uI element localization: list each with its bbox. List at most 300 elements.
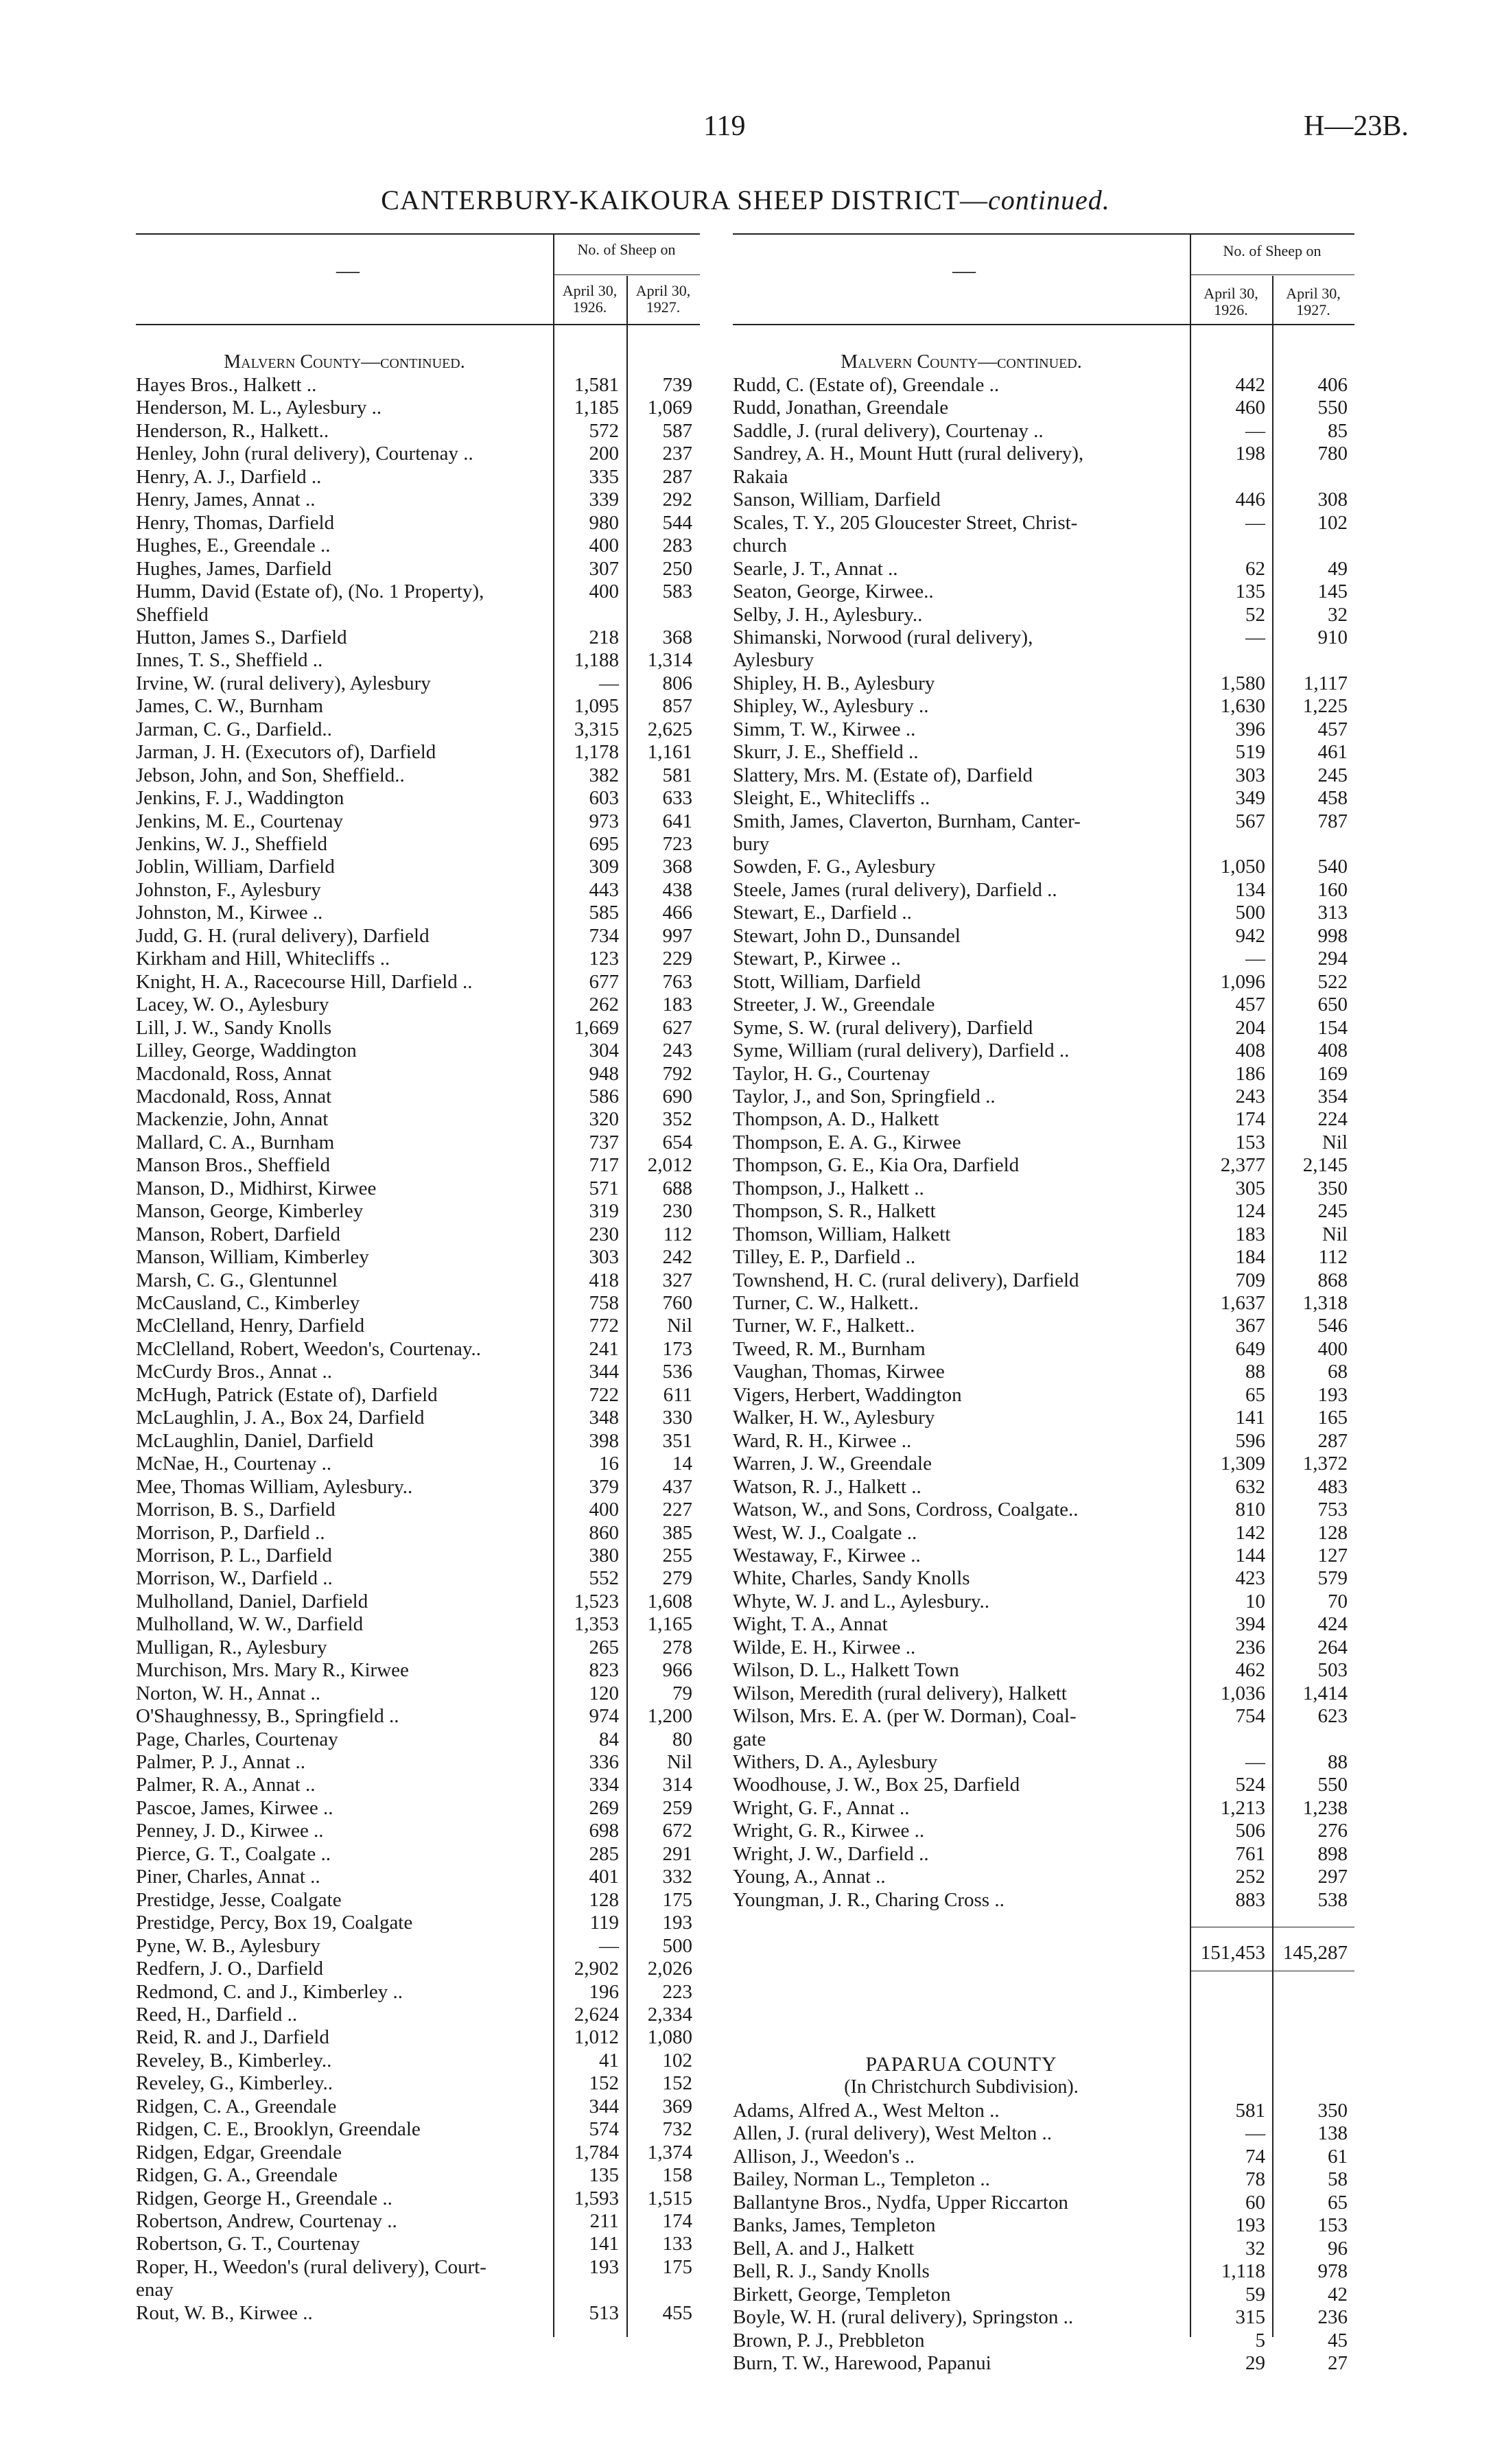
table-row: [136, 649, 700, 672]
sheep-1927: 536: [662, 1361, 692, 1383]
sheep-1927: 587: [662, 419, 692, 442]
sheep-1926: 243: [1235, 1085, 1265, 1107]
sheep-1926: 1,669: [574, 1016, 619, 1039]
sheep-1927: 154: [1317, 1016, 1348, 1039]
table-row: [136, 1682, 700, 1705]
table-row: [733, 420, 1354, 443]
sheep-1926: 134: [1235, 878, 1265, 901]
sheep-1926: 632: [1235, 1475, 1265, 1498]
sheep-1926: 1,784: [574, 2141, 619, 2163]
table-row: [733, 1728, 1354, 1751]
sheep-1926: 211: [589, 2210, 619, 2232]
sheep-1927: 581: [662, 764, 692, 786]
table-row: [136, 2210, 700, 2233]
sheep-1926: 60: [1245, 2191, 1265, 2214]
table-row: [136, 1086, 700, 1108]
sheep-1926: 29: [1245, 2351, 1265, 2374]
sheep-1927: Nil: [1322, 1131, 1348, 1153]
sheep-1927: 437: [662, 1475, 692, 1498]
sheep-1927: 283: [662, 535, 692, 557]
sheep-1926: 761: [1235, 1842, 1265, 1865]
sheep-1927: 672: [662, 1820, 692, 1842]
table-row: [136, 1591, 700, 1613]
holder-name: Walker, H. W., Aylesbury: [733, 1407, 935, 1429]
section2-title: PAPARUA COUNTY: [865, 2053, 1057, 2076]
holder-name: Ridgen, Edgar, Greendale: [136, 2141, 342, 2163]
table-row: [733, 489, 1354, 511]
sheep-1926: 74: [1245, 2145, 1265, 2168]
holder-name: Scales, T. Y., 205 Gloucester Street, Christ-: [733, 511, 1078, 534]
sheep-1926: 315: [1235, 2306, 1265, 2329]
header-col1-line1: April 30,: [1204, 285, 1258, 302]
holder-name: Stewart, P., Kirwee ..: [733, 948, 901, 970]
sheep-1927: 85: [1328, 419, 1348, 442]
holder-name: Wilson, Mrs. E. A. (per W. Dorman), Coal-: [733, 1705, 1077, 1728]
holder-name: Adams, Alfred A., West Melton ..: [733, 2100, 1000, 2122]
sheep-1927: 503: [1317, 1659, 1348, 1682]
holder-name: Mee, Thomas William, Aylesbury..: [136, 1475, 413, 1498]
sheep-1927: 688: [662, 1177, 692, 1199]
holder-name: Macdonald, Ross, Annat: [136, 1085, 332, 1107]
sheep-1927: Nil: [1322, 1223, 1348, 1245]
sheep-1927: 49: [1328, 557, 1348, 580]
table-row: [136, 2072, 700, 2095]
table-row: [733, 1430, 1354, 1453]
table-row: [733, 1338, 1354, 1361]
holder-name: Shipley, H. B., Aylesbury: [733, 672, 935, 694]
table-row: [136, 2164, 700, 2187]
holder-name: Wright, G. R., Kirwee ..: [733, 1820, 925, 1842]
holder-name: Manson, D., Midhirst, Kirwee: [136, 1177, 377, 1199]
holder-name: Lacey, W. O., Aylesbury: [136, 994, 329, 1016]
sheep-1926: 823: [589, 1659, 619, 1682]
holder-name: Roper, H., Weedon's (rural delivery), Court-: [136, 2255, 486, 2278]
table-row: [733, 833, 1354, 856]
holder-name: Turner, W. F., Halkett..: [733, 1315, 915, 1337]
sheep-1927: 997: [662, 924, 692, 947]
holder-name: Warren, J. W., Greendale: [733, 1453, 932, 1475]
sheep-1927: 127: [1317, 1544, 1348, 1567]
table-row: [136, 1476, 700, 1499]
table-row: [136, 1797, 700, 1820]
header-col2-line1: April 30,: [635, 282, 691, 299]
sheep-1926: 59: [1245, 2283, 1265, 2305]
sheep-1927: 158: [662, 2164, 692, 2187]
holder-name: Morrison, P. L., Darfield: [136, 1544, 332, 1567]
header-col2: [626, 283, 700, 316]
table-row: [136, 1292, 700, 1315]
holder-name: Henry, Thomas, Darfield: [136, 511, 335, 534]
sheep-1927: 654: [662, 1131, 692, 1153]
sheep-1927: 739: [662, 374, 692, 396]
table-row: [136, 1866, 700, 1888]
sheep-1927: 287: [662, 465, 692, 488]
sheep-1926: 367: [1235, 1315, 1265, 1337]
sheep-1927: 466: [662, 902, 692, 924]
table-row: [136, 1200, 700, 1223]
sheep-1926: 586: [589, 1085, 619, 1107]
table-row: [733, 1774, 1354, 1796]
sheep-1926: 269: [589, 1796, 619, 1819]
table-row: [733, 558, 1354, 580]
sheep-1927: 1,608: [647, 1590, 692, 1612]
table-row: [136, 2118, 700, 2141]
holder-name: Manson Bros., Sheffield: [136, 1154, 331, 1177]
holder-name: Syme, S. W. (rural delivery), Darfield: [733, 1016, 1033, 1039]
holder-name: Stewart, John D., Dunsandel: [733, 924, 961, 947]
holder-name: Bell, A. and J., Halkett: [733, 2237, 915, 2260]
sheep-1927: 538: [1317, 1888, 1348, 1911]
holder-name: Taylor, J., and Son, Springfield ..: [733, 1085, 996, 1107]
header-col1: [1190, 285, 1272, 318]
sheep-1927: 1,225: [1302, 695, 1348, 718]
table-row: [733, 1269, 1354, 1292]
table-row: [136, 604, 700, 626]
holder-name: Allison, J., Weedon's ..: [733, 2145, 915, 2168]
sheep-1926: 184: [1235, 1246, 1265, 1269]
sheep-1926: 513: [589, 2301, 619, 2324]
holder-name: Slattery, Mrs. M. (Estate of), Darfield: [733, 764, 1033, 786]
table-row: [733, 764, 1354, 787]
sheep-1926: 319: [589, 1200, 619, 1223]
sheep-1926: 65: [1245, 1383, 1265, 1406]
table-row: [733, 2284, 1354, 2306]
table-row: [136, 2302, 700, 2325]
holder-name: Sandrey, A. H., Mount Hutt (rural delivery),: [733, 443, 1084, 465]
sheep-1926: 1,178: [574, 741, 619, 764]
page-reference: H—23B.: [1304, 110, 1409, 142]
table-row: [733, 948, 1354, 970]
holder-name: Palmer, P. J., Annat ..: [136, 1751, 305, 1773]
table-row: [733, 879, 1354, 902]
table-row: [136, 1613, 700, 1636]
holder-name: Robertson, G. T., Courtenay: [136, 2233, 360, 2255]
table-row: [733, 1063, 1354, 1086]
holder-name: Burn, T. W., Harewood, Papanui: [733, 2351, 991, 2374]
table-row: [733, 535, 1354, 557]
holder-name: Watson, W., and Sons, Cordross, Coalgate..: [733, 1499, 1079, 1521]
sheep-1927: 313: [1317, 902, 1348, 924]
sheep-1926: 307: [589, 557, 619, 580]
sheep-1927: 287: [1317, 1429, 1348, 1452]
sheep-1926: 32: [1245, 2237, 1265, 2260]
sheep-1926: 506: [1235, 1820, 1265, 1842]
sheep-1926: 336: [589, 1751, 619, 1773]
table-row: [733, 1017, 1354, 1040]
table-row: [733, 1591, 1354, 1613]
table-row: [733, 1086, 1354, 1108]
sheep-1927: 461: [1317, 741, 1348, 764]
table-row: [136, 1499, 700, 1521]
sheep-1926: 734: [589, 924, 619, 947]
table-row: [136, 925, 700, 948]
sheep-1927: 458: [1317, 787, 1348, 810]
sheep-1926: 649: [1235, 1337, 1265, 1360]
sheep-1927: 175: [662, 2255, 692, 2278]
table-row: [733, 787, 1354, 810]
sheep-1927: 112: [663, 1223, 692, 1245]
holder-name: Smith, James, Claverton, Burnham, Canter-: [733, 810, 1081, 832]
holder-name: McNae, H., Courtenay ..: [136, 1453, 332, 1475]
sheep-1926: 304: [589, 1040, 619, 1062]
sheep-1927: 1,161: [647, 741, 692, 764]
holder-name: Shipley, W., Aylesbury ..: [733, 695, 929, 718]
sheep-1927: 138: [1317, 2122, 1348, 2145]
sheep-1927: 368: [662, 626, 692, 648]
sheep-1927: 550: [1317, 397, 1348, 419]
sheep-1926: 152: [589, 2072, 619, 2095]
holder-name: Thomson, William, Halkett: [733, 1223, 951, 1245]
table-row: [136, 695, 700, 718]
holder-name: Murchison, Mrs. Mary R., Kirwee: [136, 1659, 409, 1682]
table-row: [136, 948, 700, 970]
sheep-1926: 709: [1235, 1269, 1265, 1291]
table-row: [136, 787, 700, 810]
table-row: [136, 1935, 700, 1958]
sheep-1927: 611: [663, 1383, 692, 1406]
table-row: [136, 489, 700, 511]
header-bottom-rule: [733, 324, 1354, 325]
table-row: [733, 2100, 1354, 2122]
sheep-1927: 1,372: [1302, 1453, 1348, 1475]
table-row: [733, 1499, 1354, 1521]
table-row: [136, 1177, 700, 1200]
sheep-1926: 1,580: [1220, 672, 1265, 694]
sheep-1927: 245: [1317, 1200, 1348, 1223]
sheep-1927: 424: [1317, 1613, 1348, 1636]
holder-name: Vaughan, Thomas, Kirwee: [733, 1361, 945, 1383]
table-row: [733, 512, 1354, 535]
sheep-1926: 252: [1235, 1866, 1265, 1888]
sheep-1927: 1,117: [1303, 672, 1348, 694]
holder-name: Page, Charles, Courtenay: [136, 1728, 338, 1750]
sheep-1926: —: [599, 1934, 619, 1957]
sheep-1926: 758: [589, 1292, 619, 1314]
sheep-1927: 368: [662, 856, 692, 878]
table-row: [733, 1131, 1354, 1154]
sheep-1927: 787: [1317, 810, 1348, 832]
sheep-1926: 737: [589, 1131, 619, 1153]
holder-name: Joblin, William, Darfield: [136, 856, 335, 878]
sheep-1927: 857: [662, 695, 692, 718]
sheep-1926: 2,624: [574, 2003, 619, 2026]
table-row: [733, 626, 1354, 649]
sheep-1927: 2,026: [647, 1958, 692, 1980]
holder-name: Shimanski, Norwood (rural delivery),: [733, 626, 1033, 648]
table-row: [136, 1338, 700, 1361]
table-row: [136, 1981, 700, 2004]
sheep-1926: 303: [589, 1246, 619, 1269]
holder-name: Piner, Charles, Annat ..: [136, 1866, 320, 1888]
holder-name: Skurr, J. E., Sheffield ..: [733, 741, 919, 764]
sheep-1926: 1,185: [574, 397, 619, 419]
sheep-1927: 128: [1317, 1521, 1348, 1544]
holder-name: Taylor, H. G., Courtenay: [733, 1062, 930, 1085]
table-row: [136, 626, 700, 649]
sheep-1926: 1,036: [1220, 1682, 1265, 1704]
sheep-1926: 285: [589, 1842, 619, 1865]
table-row: [733, 649, 1354, 672]
sheep-1926: —: [1245, 511, 1265, 534]
table-row: [136, 1912, 700, 1934]
sheep-1926: 204: [1235, 1016, 1265, 1039]
sheep-1927: 276: [1317, 1820, 1348, 1842]
table-row: [733, 1177, 1354, 1200]
sheep-1926: 574: [589, 2118, 619, 2141]
sheep-1926: 1,213: [1220, 1796, 1265, 1819]
sheep-1927: 763: [662, 970, 692, 993]
holder-name: Rudd, Jonathan, Greendale: [733, 397, 949, 419]
header-col1-line2: 1926.: [1214, 301, 1248, 318]
sheep-1927: 1,238: [1302, 1796, 1348, 1819]
sheep-1926: 1,353: [574, 1613, 619, 1636]
sheep-1927: 998: [1317, 924, 1348, 947]
sheep-1926: 142: [1235, 1521, 1265, 1544]
header-col1-line1: April 30,: [562, 282, 618, 299]
holder-name: Westaway, F., Kirwee ..: [733, 1544, 921, 1567]
holder-name: Pierce, G. T., Coalgate ..: [136, 1842, 331, 1865]
table-row: [733, 1682, 1354, 1705]
sheep-1927: 408: [1317, 1040, 1348, 1062]
sheep-1926: 2,902: [574, 1958, 619, 1980]
sheep-1927: 966: [662, 1659, 692, 1682]
holder-name: Vigers, Herbert, Waddington: [733, 1383, 962, 1406]
sheep-1926: 883: [1235, 1888, 1265, 1911]
table-row: [136, 512, 700, 535]
sheep-1926: 1,637: [1220, 1292, 1265, 1314]
sheep-1926: —: [1245, 626, 1265, 648]
sheep-1926: 305: [1235, 1177, 1265, 1199]
table-row: [136, 856, 700, 878]
sheep-1927: 236: [1317, 2306, 1348, 2329]
table-row: [136, 994, 700, 1016]
section-heading: Malvern County—continued.: [224, 351, 465, 373]
holder-name: Wilson, Meredith (rural delivery), Halkett: [733, 1682, 1067, 1704]
sheep-1927: 546: [1317, 1315, 1348, 1337]
table-row: [136, 1958, 700, 1980]
table-row: [136, 1567, 700, 1590]
sheep-1927: 1,515: [647, 2187, 692, 2209]
table-row: [733, 925, 1354, 948]
sheep-1926: 1,095: [574, 695, 619, 718]
sheep-1927: 540: [1317, 856, 1348, 878]
holder-name: Knight, H. A., Racecourse Hill, Darfield ..: [136, 970, 473, 993]
sheep-1926: 1,309: [1220, 1453, 1265, 1475]
sheep-1926: 123: [589, 948, 619, 970]
sheep-1926: —: [1245, 419, 1265, 442]
holder-name: Mallard, C. A., Burnham: [136, 1131, 335, 1153]
sheep-1926: 334: [589, 1774, 619, 1796]
holder-name: Streeter, J. W., Greendale: [733, 994, 935, 1016]
holder-name: James, C. W., Burnham: [136, 695, 324, 718]
sheep-1927: 868: [1317, 1269, 1348, 1291]
table-row: [733, 1361, 1354, 1383]
sheep-1926: 320: [589, 1108, 619, 1131]
sheep-1927: 250: [662, 557, 692, 580]
table-row: [136, 1774, 700, 1796]
sheep-1926: 236: [1235, 1636, 1265, 1658]
sheep-1927: 169: [1317, 1062, 1348, 1085]
sheep-1926: 119: [589, 1912, 619, 1934]
section2-subtitle: (In Christchurch Subdivision).: [844, 2076, 1079, 2098]
holder-name: gate: [733, 1728, 766, 1750]
sheep-1927: 550: [1317, 1774, 1348, 1796]
table-row: [733, 695, 1354, 718]
sheep-1926: 241: [589, 1337, 619, 1360]
sheep-1927: 690: [662, 1085, 692, 1107]
table-row: [136, 1430, 700, 1453]
sheep-1926: 418: [589, 1269, 619, 1291]
header-dash: —: [952, 258, 976, 283]
table-row: [733, 1223, 1354, 1246]
holder-name: Whyte, W. J. and L., Aylesbury..: [733, 1590, 990, 1612]
sheep-1926: 396: [1235, 718, 1265, 740]
sheep-1927: 243: [662, 1040, 692, 1062]
holder-name: Judd, G. H. (rural delivery), Darfield: [136, 924, 430, 947]
holder-name: Lill, J. W., Sandy Knolls: [136, 1016, 332, 1039]
sheep-1927: 2,625: [647, 718, 692, 740]
holder-name: Hughes, James, Darfield: [136, 557, 332, 580]
table-row: [733, 1567, 1354, 1590]
table-top-rule: [136, 233, 700, 235]
sheep-1927: 369: [662, 2095, 692, 2117]
sheep-1927: 978: [1317, 2260, 1348, 2283]
sheep-1926: 335: [589, 465, 619, 488]
sheep-1927: 255: [662, 1544, 692, 1567]
sheep-1927: 2,012: [647, 1154, 692, 1177]
sheep-1926: 973: [589, 810, 619, 832]
holder-name: Birkett, George, Templeton: [733, 2283, 951, 2305]
holder-name: Townshend, H. C. (rural delivery), Darfield: [733, 1269, 1079, 1291]
header-col2-line2: 1927.: [1296, 301, 1330, 318]
sheep-1927: 152: [662, 2072, 692, 2095]
sheep-1927: 385: [662, 1521, 692, 1544]
sheep-1926: 596: [1235, 1429, 1265, 1452]
sheep-1926: 135: [1235, 580, 1265, 603]
sheep-1927: 910: [1317, 626, 1348, 648]
sheep-1926: 198: [1235, 443, 1265, 465]
holder-name: Henry, A. J., Darfield ..: [136, 465, 322, 488]
header-group-rule: [1190, 274, 1354, 275]
header-col2-line2: 1927.: [646, 298, 681, 316]
holder-name: Hutton, James S., Darfield: [136, 626, 347, 648]
title-main: CANTERBURY-KAIKOURA SHEEP DISTRICT—: [381, 185, 988, 215]
holder-name: Redfern, J. O., Darfield: [136, 1958, 323, 1980]
holder-name: Rudd, C. (Estate of), Greendale ..: [733, 374, 1000, 396]
holder-name: Wright, J. W., Darfield ..: [733, 1842, 929, 1865]
sheep-1927: 223: [662, 1980, 692, 2003]
sheep-1926: 722: [589, 1383, 619, 1406]
holder-name: church: [733, 535, 787, 557]
table-row: [136, 1361, 700, 1383]
table-row: [733, 902, 1354, 924]
holder-name: Prestidge, Percy, Box 19, Coalgate: [136, 1912, 413, 1934]
table-row: [136, 443, 700, 465]
holder-name: McCurdy Bros., Annat ..: [136, 1361, 332, 1383]
sheep-1927: 2,145: [1302, 1154, 1348, 1177]
sheep-1927: 145: [1317, 580, 1348, 603]
sheep-1927: 1,318: [1302, 1292, 1348, 1314]
total-1926: 151,453: [1200, 1942, 1265, 1964]
holder-name: Allen, J. (rural delivery), West Melton ..: [733, 2122, 1053, 2145]
sheep-1926: 423: [1235, 1567, 1265, 1590]
sheep-1926: —: [599, 672, 619, 694]
holder-name: Brown, P. J., Prebbleton: [733, 2329, 925, 2351]
sheep-1927: 350: [1317, 2100, 1348, 2122]
holder-name: Humm, David (Estate of), (No. 1 Property),: [136, 580, 484, 603]
table-row: [733, 1315, 1354, 1337]
sheep-1927: 522: [1317, 970, 1348, 993]
